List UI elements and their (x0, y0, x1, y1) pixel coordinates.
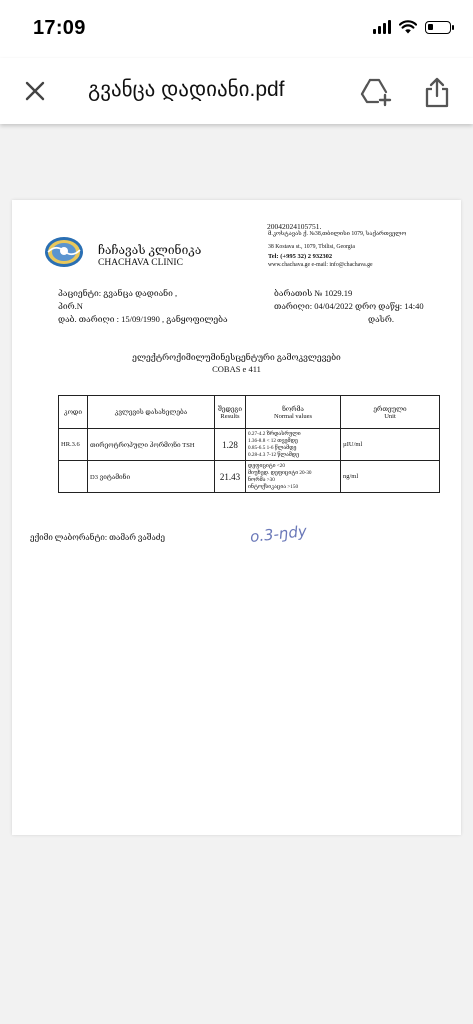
row-code (59, 461, 88, 493)
battery-icon (425, 21, 451, 34)
date-of-birth: დაბ. თარიღი : 15/09/1990 , განყოფილება (58, 314, 228, 324)
exam-date: თარიღი: 04/04/2022 დრო დაწყ: 14:40 (274, 301, 424, 311)
clinic-address-en: 38 Kostava st., 1079, Tbilisi, Georgia (268, 244, 355, 250)
patient-name: პაციენტი: გვანცა დადიანი , (58, 288, 178, 298)
header-test-name: კვლევის დასახელება (88, 396, 215, 429)
row-unit: µIU/ml (341, 429, 440, 461)
clinic-web: www.chachava.ge e-mail: info@chachava.ge (268, 262, 373, 268)
document-title: გვანცა დადიანი.pdf (88, 78, 285, 101)
table-header-row (59, 396, 440, 429)
wifi-icon (399, 20, 417, 34)
header-unit-en: Unit (384, 412, 396, 420)
header-code: კოდი (59, 396, 88, 429)
row-test-name: D3 ვიტამინი (88, 461, 215, 493)
norm-line: ინტოქსიკაცია >150 (248, 483, 299, 490)
row-result: 21.43 (215, 461, 246, 493)
header-norm-en: Normal values (273, 412, 313, 420)
norm-line: მიუხედ. დეფიციტი 20-30 (248, 469, 312, 476)
card-number: ბარათის № 1029.19 (274, 288, 353, 298)
clinic-address-geo: მ.კოსტავას ქ. №38,თბილისი 1079, საქართველო (268, 231, 407, 237)
header-unit-geo: ერთეული (373, 405, 407, 413)
norm-line: 0.85-6.5 1-6 წლამდე (248, 444, 297, 451)
table-row (59, 429, 440, 461)
header-result-geo: შედეგი (217, 405, 243, 413)
document-id: 20042024105751. (267, 222, 322, 231)
row-result: 1.28 (215, 429, 246, 461)
clinic-name-geo: ჩაჩავას კლინიკა (98, 243, 202, 257)
norm-line: 1.36-8.8 < 12 თვემდე (248, 437, 298, 444)
section-title: ელექტროქიმილუმინესცენტური გამოკვლევები (132, 352, 341, 362)
clinic-logo (44, 234, 88, 270)
row-test-name: თირეოტროპული ჰორმონი TSH (88, 429, 215, 461)
norm-line: 0.28-4.3 7-12 წლამდე (248, 451, 300, 458)
pdf-toolbar (0, 58, 473, 124)
clinic-name-en: CHACHAVA CLINIC (98, 258, 183, 268)
header-result-en: Results (220, 412, 240, 420)
status-time: 17:09 (33, 17, 86, 39)
lab-technician-label: ექიმი ლაბორანტი: თამარ ვაშაძე (30, 533, 165, 542)
header-result (215, 396, 246, 429)
header-norm-geo: ნორმა (282, 405, 304, 413)
row-norm (246, 429, 341, 461)
header-norm (246, 396, 341, 429)
cellular-signal-icon (373, 20, 391, 34)
status-icons (373, 20, 451, 34)
add-to-drive-icon[interactable] (360, 77, 392, 107)
patient-id: პირ.N (58, 301, 83, 311)
norm-line: 0.27-4.2 ზრდასრული (248, 430, 301, 437)
row-code: HR.3.6 (59, 429, 88, 461)
end-time-label: დასრ. (368, 314, 394, 324)
close-icon[interactable] (22, 78, 48, 104)
pdf-page (12, 200, 461, 835)
share-icon[interactable] (423, 76, 451, 108)
header-unit (341, 396, 440, 429)
analyzer-name: COBAS e 411 (212, 364, 261, 374)
table-row (59, 461, 440, 493)
row-unit: ng/ml (341, 461, 440, 493)
status-bar (0, 0, 473, 58)
norm-line: ნორმა >30 (248, 476, 275, 483)
clinic-phone: Tel: (+995 32) 2 932302 (268, 253, 333, 260)
results-table (58, 395, 440, 493)
norm-line: დეფიციტი <20 (248, 462, 285, 469)
handwritten-signature: o.3-ŋdy (249, 522, 308, 546)
row-norm (246, 461, 341, 493)
